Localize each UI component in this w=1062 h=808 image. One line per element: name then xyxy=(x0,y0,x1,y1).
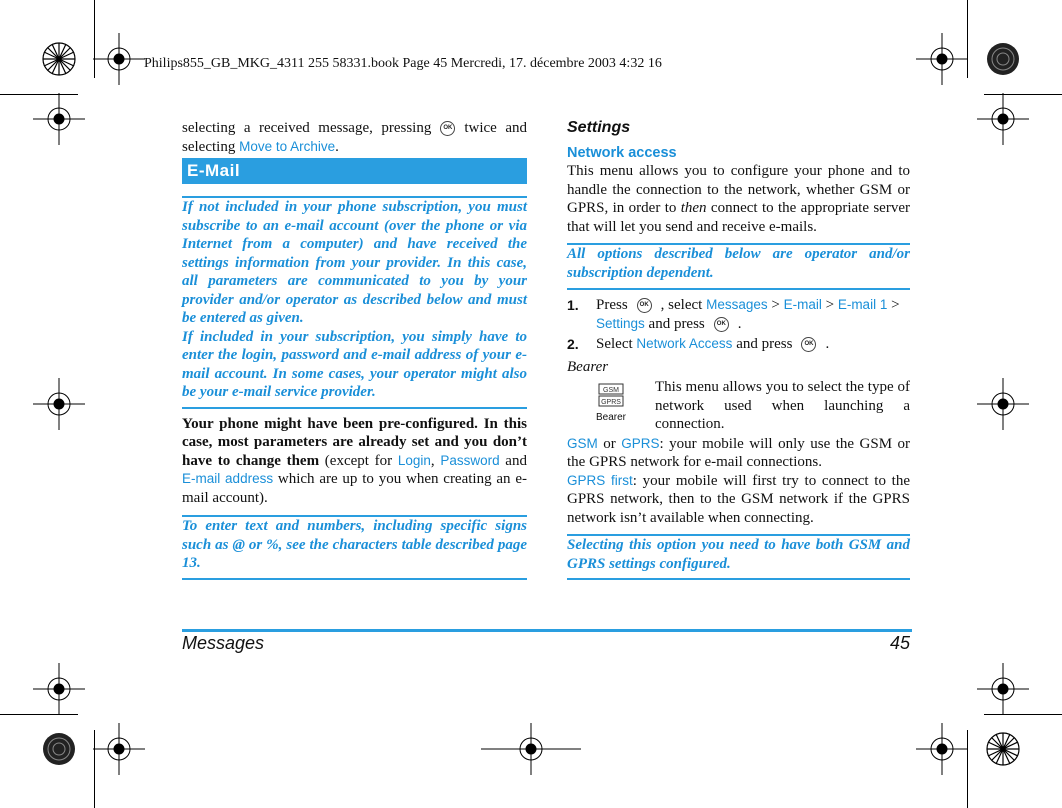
crosshair-icon xyxy=(481,723,581,775)
crosshair-icon xyxy=(33,378,85,430)
crosshair-icon xyxy=(93,723,145,775)
option-gprs-first: GPRS first xyxy=(567,472,633,488)
gprs-first-paragraph: GPRS first: your mobile will first try to connect to the GPRS network, then to the GSM network if the GPRS network isn’t available when connecting. xyxy=(567,472,910,526)
menu-email: E-mail xyxy=(783,297,822,312)
menu-move-to-archive: Move to Archive xyxy=(239,138,336,154)
right-column xyxy=(567,119,910,580)
option-gprs: GPRS xyxy=(621,435,660,451)
network-icon xyxy=(598,382,624,408)
menu-email-1: E-mail 1 xyxy=(837,297,888,312)
note-characters: To enter text and numbers, including specific signs such as @ or %, see the characters table described page 13. xyxy=(182,518,527,571)
divider xyxy=(567,578,910,580)
crosshair-icon xyxy=(916,33,968,85)
note-operator: All options described below are operator and/or subscription dependent. xyxy=(567,246,910,281)
menu-messages: Messages xyxy=(706,297,768,312)
crosshair-icon xyxy=(33,663,85,715)
ok-key-icon: OK xyxy=(801,337,816,352)
bearer-description: This menu allows you to select the type of network used when launching a connection. xyxy=(655,379,910,432)
page-number: 45 xyxy=(889,633,910,653)
footer-section-title: Messages xyxy=(182,633,265,653)
footer-rule xyxy=(182,629,912,632)
preconfigured-paragraph: Your phone might have been pre-configured. In this case, most parameters are already set and you don’t have to change them (except for Login, Password and E-mail address which are up to you when creating an e-mail account). xyxy=(182,415,527,506)
crosshair-icon xyxy=(916,723,968,775)
crosshair-icon xyxy=(33,93,85,145)
crosshair-icon xyxy=(977,378,1029,430)
bearer-icon xyxy=(567,378,655,434)
network-paragraph: This menu allows you to configure your phone and to handle the connection to the network, whether GSM or GPRS, in order to then connect to the appropriate server that will let you send and receive e-mails. xyxy=(567,163,910,235)
left-column xyxy=(182,119,527,580)
gsm-gprs-paragraph: GSM or GPRS: your mobile will only use the GSM or the GPRS network for e-mail connections. xyxy=(567,435,911,470)
crosshair-icon xyxy=(977,93,1029,145)
ok-key-icon: OK xyxy=(440,121,455,136)
dark-target-icon xyxy=(987,43,1019,75)
starburst-icon xyxy=(987,733,1019,765)
crosshair-icon xyxy=(977,663,1029,715)
menu-settings: Settings xyxy=(596,315,645,331)
section-title-email: E-Mail xyxy=(182,158,527,184)
ok-key-icon: OK xyxy=(714,317,729,332)
intro-paragraph: selecting a received message, pressing OK twice and selecting Move to Archive. xyxy=(182,120,528,155)
option-gsm: GSM xyxy=(567,435,598,451)
ok-key-icon: OK xyxy=(637,298,652,313)
crosshair-icon xyxy=(93,33,145,85)
bearer-icon-label: Bearer xyxy=(595,412,626,423)
dark-target-icon xyxy=(43,733,75,765)
menu-network-access: Network Access xyxy=(636,336,733,351)
divider xyxy=(567,288,910,290)
bearer-heading: Bearer xyxy=(567,358,609,375)
file-header: Philips855_GB_MKG_4311 255 58331.book Page 45 Mercredi, 17. décembre 2003 4:32 16 xyxy=(144,56,662,71)
network-access-heading: Network access xyxy=(567,144,677,161)
note-subscription: If not included in your phone subscription, you must subscribe to an e-mail account (over the phone or via Internet from a computer) and have received the settings information from your provider. In this case, all parameters are communicated to you by your provider and/or operator as described below and must be entered as given. If included in your subscription, you simply have to enter the login, password and e-mail address of your e-mail account. In some cases, your operator might also be your e-mail service provider. xyxy=(182,199,527,400)
bearer-block xyxy=(567,378,910,434)
note-gprs-settings: Selecting this option you need to have both GSM and GPRS settings configured. xyxy=(567,537,910,572)
bearer-icon-gsm: GSM xyxy=(603,387,619,394)
divider xyxy=(182,578,527,580)
step-1: 1. Press OK , select Messages > E-mail > E-mail 1 > Settings and press OK . xyxy=(567,297,900,332)
step-2: 2. Select Network Access and press OK . xyxy=(567,336,830,352)
settings-heading: Settings xyxy=(567,119,631,136)
menu-email-address: E-mail address xyxy=(182,471,274,486)
menu-login: Login xyxy=(397,452,431,468)
starburst-icon xyxy=(43,43,75,75)
divider xyxy=(182,407,527,409)
menu-password: Password xyxy=(440,452,500,468)
bearer-icon-gprs: GPRS xyxy=(601,399,621,406)
